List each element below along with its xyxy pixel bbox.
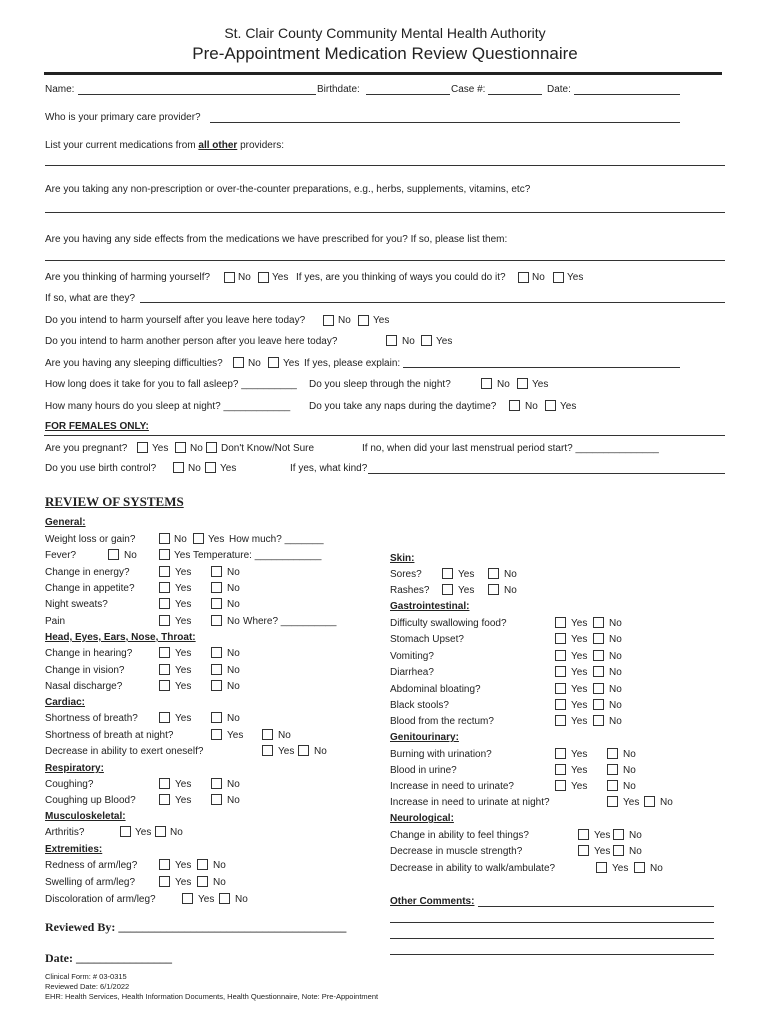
comments-field-2[interactable] — [390, 922, 714, 923]
hearing-label: Change in hearing? — [45, 648, 133, 659]
urinate-night-yes-checkbox[interactable] — [607, 796, 618, 807]
dont-know-label: Don't Know/Not Sure — [221, 443, 315, 454]
appetite-label: Change in appetite? — [45, 583, 135, 594]
option-yes: Yes — [175, 567, 192, 578]
option-no: No — [238, 272, 251, 283]
comments-label: Other Comments: — [390, 896, 475, 907]
option-yes: Yes — [175, 860, 192, 871]
birthdate-label: Birthdate: — [317, 84, 360, 95]
birthdate-field[interactable] — [366, 94, 450, 95]
option-no: No — [660, 797, 673, 808]
where-label: Where? __________ — [243, 616, 337, 627]
option-yes: Yes — [594, 830, 611, 841]
option-no: No — [338, 315, 351, 326]
intend-self-no-checkbox[interactable] — [323, 315, 334, 326]
option-no: No — [227, 599, 240, 610]
diarrhea-label: Diarrhea? — [390, 667, 434, 678]
cardiac-heading: Cardiac: — [45, 697, 86, 708]
sores-yes-checkbox[interactable] — [442, 568, 453, 579]
exert-no-checkbox[interactable] — [298, 745, 309, 756]
option-no: No — [213, 860, 226, 871]
option-yes: Yes — [175, 616, 192, 627]
sob-yes-checkbox[interactable] — [159, 712, 170, 723]
respiratory-heading: Respiratory: — [45, 763, 104, 774]
heent-heading: Head, Eyes, Ears, Nose, Throat: — [45, 632, 196, 643]
harm-ways-no-checkbox[interactable] — [518, 272, 529, 283]
option-yes: Yes — [571, 684, 588, 695]
sleep-diff-yes-checkbox[interactable] — [268, 357, 279, 368]
intend-other-no-checkbox[interactable] — [386, 335, 397, 346]
otc-field[interactable] — [45, 212, 725, 213]
header-rule — [44, 72, 722, 75]
option-yes: Yes — [175, 583, 192, 594]
gi-heading: Gastrointestinal: — [390, 601, 470, 612]
urinate-night-no-checkbox[interactable] — [644, 796, 655, 807]
sob-night-label: Shortness of breath at night? — [45, 730, 174, 741]
burning-label: Burning with urination? — [390, 749, 492, 760]
meds-field[interactable] — [45, 165, 725, 166]
strength-label: Decrease in muscle strength? — [390, 846, 523, 857]
diarrhea-yes-checkbox[interactable] — [555, 666, 566, 677]
urinate-label: Increase in need to urinate? — [390, 781, 514, 792]
weight-no-checkbox[interactable] — [159, 533, 170, 544]
sleep-night-label: Do you sleep through the night? — [309, 379, 451, 390]
bloating-no-checkbox[interactable] — [593, 683, 604, 694]
option-yes: Yes — [571, 765, 588, 776]
option-yes: Yes — [135, 827, 152, 838]
coughing-no-checkbox[interactable] — [211, 778, 222, 789]
option-no: No — [124, 550, 137, 561]
option-no: No — [227, 583, 240, 594]
birth-control-label: Do you use birth control? — [45, 463, 157, 474]
option-yes: Yes — [571, 700, 588, 711]
vomit-yes-checkbox[interactable] — [555, 650, 566, 661]
option-no: No — [227, 681, 240, 692]
option-no: No — [190, 443, 203, 454]
urine-blood-label: Blood in urine? — [390, 765, 457, 776]
arthritis-no-checkbox[interactable] — [155, 826, 166, 837]
coughing-yes-checkbox[interactable] — [159, 778, 170, 789]
side-effects-field[interactable] — [45, 260, 725, 261]
comments-field-3[interactable] — [390, 938, 714, 939]
sleep-night-yes-checkbox[interactable] — [517, 378, 528, 389]
menstrual-label: If no, when did your last menstrual period start? _______________ — [362, 443, 659, 454]
option-no: No — [609, 667, 622, 678]
option-yes: Yes — [567, 272, 584, 283]
sob-label: Shortness of breath? — [45, 713, 138, 724]
vomit-label: Vomiting? — [390, 651, 434, 662]
energy-yes-checkbox[interactable] — [159, 566, 170, 577]
option-no: No — [174, 534, 187, 545]
option-no: No — [504, 569, 517, 580]
comments-field-1[interactable] — [478, 906, 714, 907]
urinate-night-label: Increase in need to urinate at night? — [390, 797, 550, 808]
option-no: No — [227, 665, 240, 676]
pain-no-checkbox[interactable] — [211, 615, 222, 626]
sleep-night-no-checkbox[interactable] — [481, 378, 492, 389]
reviewed-by[interactable]: Reviewed By: ______________________________________ — [45, 920, 347, 934]
date-label: Date: — [547, 84, 571, 95]
side-effects-label: Are you having any side effects from the medications we have prescribed for you? If so, please list them: — [45, 234, 508, 245]
option-no: No — [609, 651, 622, 662]
naps-label: Do you take any naps during the daytime? — [309, 401, 497, 412]
option-yes: Yes — [175, 681, 192, 692]
option-no: No — [227, 713, 240, 724]
form-title: Pre-Appointment Medication Review Questionnaire — [192, 44, 578, 63]
option-no: No — [629, 830, 642, 841]
appetite-yes-checkbox[interactable] — [159, 582, 170, 593]
sleep-explain-field[interactable] — [403, 367, 680, 368]
hearing-no-checkbox[interactable] — [211, 647, 222, 658]
stools-yes-checkbox[interactable] — [555, 699, 566, 710]
option-yes: Yes — [175, 795, 192, 806]
skin-heading: Skin: — [390, 553, 415, 564]
option-yes: Yes — [594, 846, 611, 857]
walk-no-checkbox[interactable] — [634, 862, 645, 873]
stomach-yes-checkbox[interactable] — [555, 633, 566, 644]
burning-no-checkbox[interactable] — [607, 748, 618, 759]
swallow-label: Difficulty swallowing food? — [390, 618, 507, 629]
fever-label: Fever? — [45, 550, 77, 561]
what-label: If so, what are they? — [45, 293, 136, 304]
arthritis-label: Arthritis? — [45, 827, 85, 838]
burning-yes-checkbox[interactable] — [555, 748, 566, 759]
exert-label: Decrease in ability to exert oneself? — [45, 746, 204, 757]
general-heading: General: — [45, 517, 86, 528]
sob-night-yes-checkbox[interactable] — [211, 729, 222, 740]
swallow-no-checkbox[interactable] — [593, 617, 604, 628]
option-yes: Yes — [436, 336, 453, 347]
option-yes: Yes — [175, 713, 192, 724]
rashes-label: Rashes? — [390, 585, 430, 596]
name-label: Name: — [45, 84, 75, 95]
option-yes: Yes — [571, 749, 588, 760]
option-no: No — [609, 618, 622, 629]
extremities-heading: Extremities: — [45, 844, 103, 855]
feel-no-checkbox[interactable] — [613, 829, 624, 840]
urinate-yes-checkbox[interactable] — [555, 780, 566, 791]
nasal-yes-checkbox[interactable] — [159, 680, 170, 691]
option-no: No — [525, 401, 538, 412]
swelling-yes-checkbox[interactable] — [159, 876, 170, 887]
sleep-diff-label: Are you having any sleeping difficulties? — [45, 358, 223, 369]
harm-no-checkbox[interactable] — [224, 272, 235, 283]
vision-label: Change in vision? — [45, 665, 125, 676]
harm-label: Are you thinking of harming yourself? — [45, 272, 211, 283]
fall-asleep-label: How long does it take for you to fall asleep? __________ — [45, 379, 297, 390]
redness-label: Redness of arm/leg? — [45, 860, 138, 871]
females-rule — [44, 435, 725, 436]
birth-control-no-checkbox[interactable] — [173, 462, 184, 473]
walk-label: Decrease in ability to walk/ambulate? — [390, 863, 556, 874]
option-yes: Yes — [571, 651, 588, 662]
comments-field-4[interactable] — [390, 954, 714, 955]
sleep-explain-label: If yes, please explain: — [304, 358, 401, 369]
what-field[interactable] — [140, 302, 725, 303]
harm-yes-checkbox[interactable] — [258, 272, 269, 283]
stools-label: Black stools? — [390, 700, 449, 711]
naps-no-checkbox[interactable] — [509, 400, 520, 411]
option-yes: Yes — [458, 585, 475, 596]
option-yes: Yes — [152, 443, 169, 454]
option-yes: Yes — [220, 463, 237, 474]
name-field[interactable] — [78, 94, 316, 95]
swelling-label: Swelling of arm/leg? — [45, 877, 136, 888]
neuro-heading: Neurological: — [390, 813, 454, 824]
intend-self-yes-checkbox[interactable] — [358, 315, 369, 326]
option-yes: Yes — [208, 534, 225, 545]
option-no: No — [227, 648, 240, 659]
option-no: No — [188, 463, 201, 474]
redness-no-checkbox[interactable] — [197, 859, 208, 870]
option-no: No — [629, 846, 642, 857]
option-yes: Yes — [532, 379, 549, 390]
option-yes: Yes — [227, 730, 244, 741]
date-field[interactable] — [574, 94, 680, 95]
pregnant-unsure-checkbox[interactable] — [206, 442, 217, 453]
vision-yes-checkbox[interactable] — [159, 664, 170, 675]
option-no: No — [227, 616, 240, 627]
rashes-yes-checkbox[interactable] — [442, 584, 453, 595]
energy-no-checkbox[interactable] — [211, 566, 222, 577]
weight-yes-checkbox[interactable] — [193, 533, 204, 544]
option-yes: Yes — [175, 599, 192, 610]
strength-no-checkbox[interactable] — [613, 845, 624, 856]
fever-no-checkbox[interactable] — [108, 549, 119, 560]
option-yes: Yes — [174, 550, 191, 561]
intend-other-label: Do you intend to harm another person after you leave here today? — [45, 336, 338, 347]
stomach-label: Stomach Upset? — [390, 634, 464, 645]
exert-yes-checkbox[interactable] — [262, 745, 273, 756]
females-heading: FOR FEMALES ONLY: — [45, 421, 149, 432]
option-no: No — [504, 585, 517, 596]
option-yes: Yes — [175, 648, 192, 659]
pcp-field[interactable] — [210, 122, 680, 123]
energy-label: Change in energy? — [45, 567, 130, 578]
discoloration-yes-checkbox[interactable] — [182, 893, 193, 904]
option-no: No — [623, 749, 636, 760]
nasal-no-checkbox[interactable] — [211, 680, 222, 691]
footer-ehr: EHR: Health Services, Health Information Documents, Health Questionnaire, Note: Pre-Appointment — [45, 992, 379, 1001]
bloating-yes-checkbox[interactable] — [555, 683, 566, 694]
option-no: No — [650, 863, 663, 874]
arthritis-yes-checkbox[interactable] — [120, 826, 131, 837]
sweats-no-checkbox[interactable] — [211, 598, 222, 609]
pregnant-label: Are you pregnant? — [45, 443, 128, 454]
cough-blood-label: Coughing up Blood? — [45, 795, 136, 806]
birth-control-yes-checkbox[interactable] — [205, 462, 216, 473]
option-no: No — [609, 716, 622, 727]
sleep-diff-no-checkbox[interactable] — [233, 357, 244, 368]
rectum-label: Blood from the rectum? — [390, 716, 494, 727]
pregnant-yes-checkbox[interactable] — [137, 442, 148, 453]
diarrhea-no-checkbox[interactable] — [593, 666, 604, 677]
option-no: No — [170, 827, 183, 838]
vision-no-checkbox[interactable] — [211, 664, 222, 675]
option-no: No — [497, 379, 510, 390]
option-no: No — [213, 877, 226, 888]
pregnant-no-checkbox[interactable] — [175, 442, 186, 453]
option-no: No — [278, 730, 291, 741]
vomit-no-checkbox[interactable] — [593, 650, 604, 661]
option-yes: Yes — [571, 634, 588, 645]
walk-yes-checkbox[interactable] — [596, 862, 607, 873]
pain-label: Pain — [45, 616, 66, 627]
option-yes: Yes — [175, 877, 192, 888]
what-kind-label: If yes, what kind? — [290, 463, 368, 474]
stools-no-checkbox[interactable] — [593, 699, 604, 710]
option-no: No — [402, 336, 415, 347]
option-no: No — [227, 795, 240, 806]
org-name: St. Clair County Community Mental Health Authority — [224, 25, 546, 41]
rectum-no-checkbox[interactable] — [593, 715, 604, 726]
sweats-yes-checkbox[interactable] — [159, 598, 170, 609]
discoloration-no-checkbox[interactable] — [219, 893, 230, 904]
urinate-no-checkbox[interactable] — [607, 780, 618, 791]
sob-night-no-checkbox[interactable] — [262, 729, 273, 740]
option-yes: Yes — [571, 781, 588, 792]
nasal-label: Nasal discharge? — [45, 681, 123, 692]
intend-other-yes-checkbox[interactable] — [421, 335, 432, 346]
swallow-yes-checkbox[interactable] — [555, 617, 566, 628]
otc-label: Are you taking any non-prescription or over-the-counter preparations, e.g., herbs, supplements, vitamins, etc? — [45, 184, 531, 195]
cough-blood-yes-checkbox[interactable] — [159, 794, 170, 805]
sob-no-checkbox[interactable] — [211, 712, 222, 723]
option-no: No — [532, 272, 545, 283]
intend-self-label: Do you intend to harm yourself after you leave here today? — [45, 315, 306, 326]
redness-yes-checkbox[interactable] — [159, 859, 170, 870]
bloating-label: Abdominal bloating? — [390, 684, 481, 695]
option-no: No — [623, 781, 636, 792]
discoloration-label: Discoloration of arm/leg? — [45, 894, 156, 905]
option-yes: Yes — [198, 894, 215, 905]
pain-yes-checkbox[interactable] — [159, 615, 170, 626]
option-no: No — [609, 700, 622, 711]
hours-sleep-label: How many hours do you sleep at night? ____________ — [45, 401, 291, 412]
pcp-label: Who is your primary care provider? — [45, 112, 201, 123]
coughing-label: Coughing? — [45, 779, 94, 790]
feel-yes-checkbox[interactable] — [578, 829, 589, 840]
case-label: Case #: — [451, 84, 486, 95]
swelling-no-checkbox[interactable] — [197, 876, 208, 887]
option-no: No — [314, 746, 327, 757]
rashes-no-checkbox[interactable] — [488, 584, 499, 595]
option-no: No — [609, 634, 622, 645]
how-much-label: How much? _______ — [229, 534, 324, 545]
option-yes: Yes — [175, 665, 192, 676]
option-no: No — [235, 894, 248, 905]
appetite-no-checkbox[interactable] — [211, 582, 222, 593]
harm-ways-label: If yes, are you thinking of ways you could do it? — [296, 272, 506, 283]
what-kind-field[interactable] — [368, 473, 725, 474]
gu-heading: Genitourinary: — [390, 732, 459, 743]
option-yes: Yes — [175, 779, 192, 790]
sores-no-checkbox[interactable] — [488, 568, 499, 579]
option-no: No — [227, 567, 240, 578]
option-yes: Yes — [560, 401, 577, 412]
option-yes: Yes — [571, 716, 588, 727]
option-no: No — [609, 684, 622, 695]
ros-heading: REVIEW OF SYSTEMS — [45, 494, 184, 509]
option-yes: Yes — [612, 863, 629, 874]
weight-label: Weight loss or gain? — [45, 534, 136, 545]
review-date[interactable]: Date: ________________ — [45, 951, 172, 965]
option-yes: Yes — [373, 315, 390, 326]
option-yes: Yes — [623, 797, 640, 808]
stomach-no-checkbox[interactable] — [593, 633, 604, 644]
strength-yes-checkbox[interactable] — [578, 845, 589, 856]
option-yes: Yes — [278, 746, 295, 757]
option-yes: Yes — [272, 272, 289, 283]
fever-yes-checkbox[interactable] — [159, 549, 170, 560]
sores-label: Sores? — [390, 569, 422, 580]
footer-form-number: Clinical Form: # 03-0315 — [45, 972, 127, 981]
msk-heading: Musculoskeletal: — [45, 811, 126, 822]
urine-blood-no-checkbox[interactable] — [607, 764, 618, 775]
option-yes: Yes — [283, 358, 300, 369]
option-yes: Yes — [458, 569, 475, 580]
option-yes: Yes — [571, 618, 588, 629]
rectum-yes-checkbox[interactable] — [555, 715, 566, 726]
option-no: No — [248, 358, 261, 369]
feel-label: Change in ability to feel things? — [390, 830, 529, 841]
option-no: No — [623, 765, 636, 776]
meds-label: List your current medications from all other providers: — [45, 140, 284, 151]
hearing-yes-checkbox[interactable] — [159, 647, 170, 658]
case-field[interactable] — [488, 94, 542, 95]
option-yes: Yes — [571, 667, 588, 678]
urine-blood-yes-checkbox[interactable] — [555, 764, 566, 775]
option-no: No — [227, 779, 240, 790]
naps-yes-checkbox[interactable] — [545, 400, 556, 411]
sweats-label: Night sweats? — [45, 599, 108, 610]
temperature-label: Temperature: ____________ — [193, 550, 322, 561]
footer-reviewed-date: Reviewed Date: 6/1/2022 — [45, 982, 130, 991]
cough-blood-no-checkbox[interactable] — [211, 794, 222, 805]
harm-ways-yes-checkbox[interactable] — [553, 272, 564, 283]
